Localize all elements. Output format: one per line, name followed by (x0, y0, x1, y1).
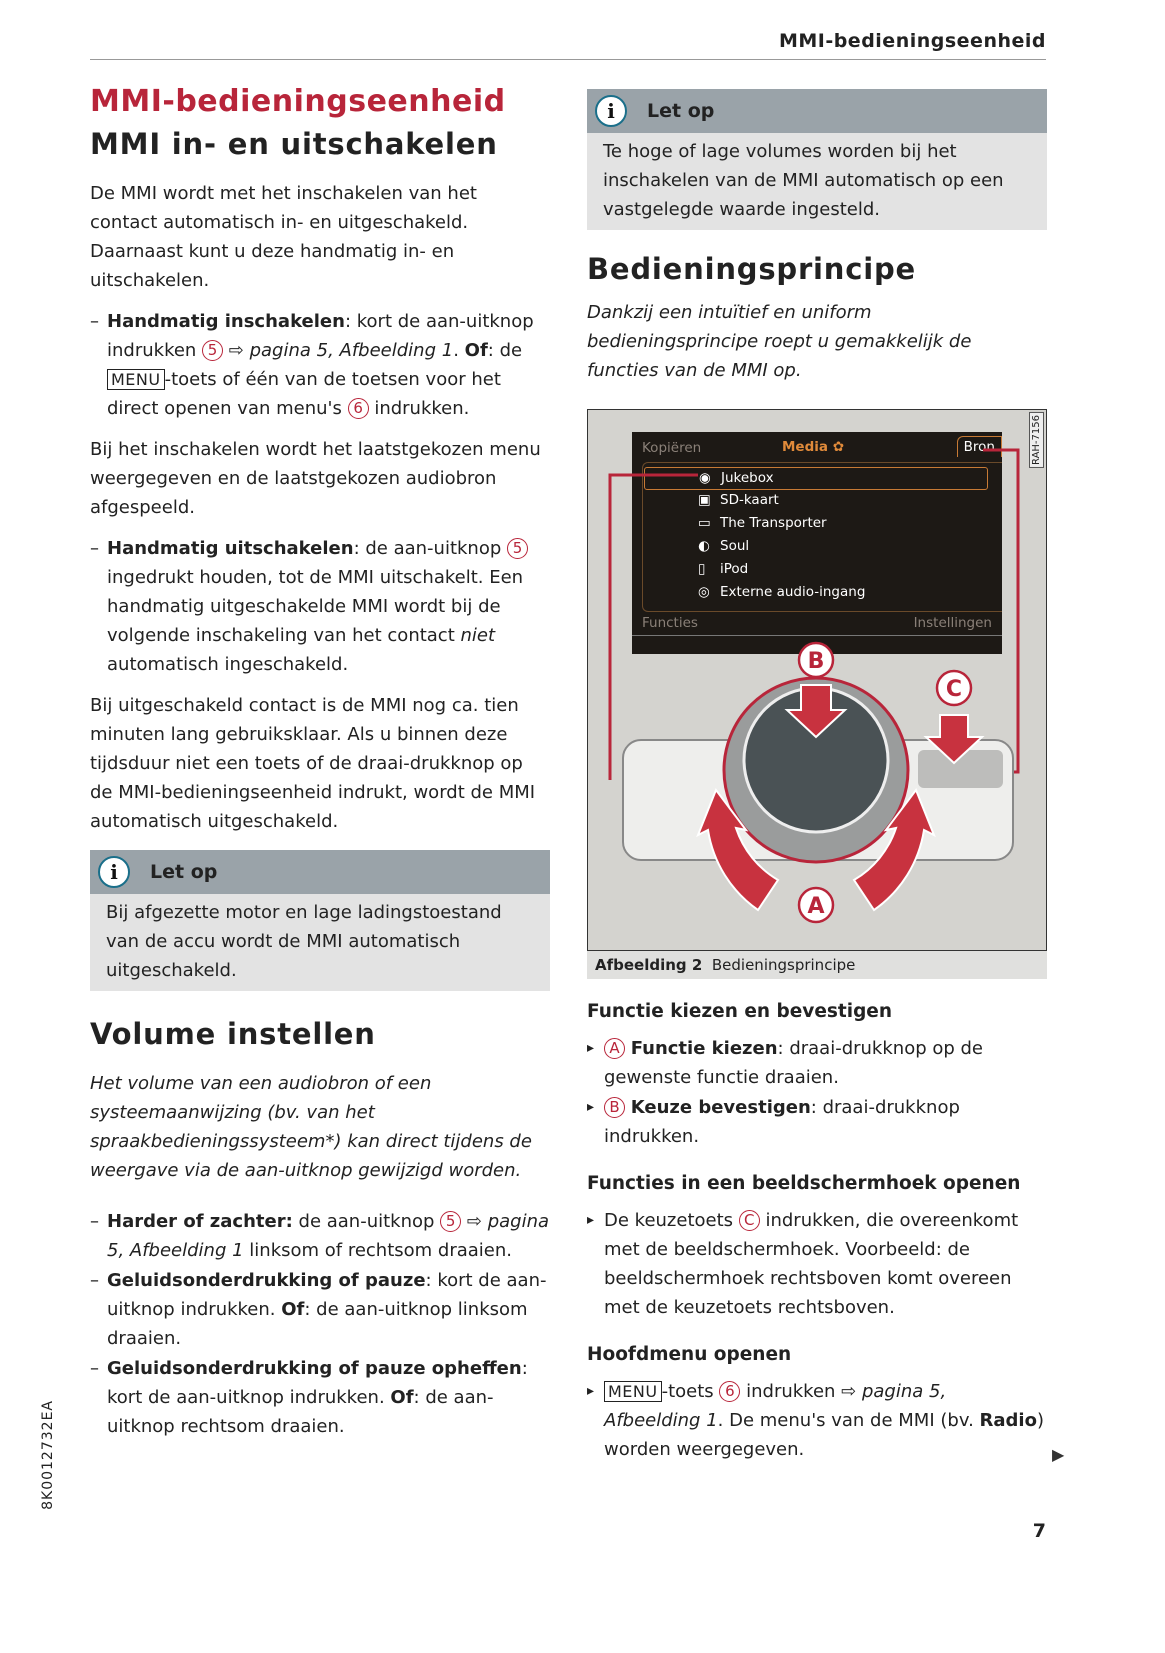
text-segment: : de (487, 340, 523, 361)
text-segment: Handmatig uitschakelen (107, 538, 354, 559)
list-item (587, 1034, 1047, 1092)
text-segment: niet (460, 625, 496, 646)
list-item (90, 307, 550, 423)
list-item (90, 534, 550, 679)
source-icon: ◉ (699, 470, 711, 486)
heading-function: Functie kiezen en bevestigen (587, 1001, 893, 1022)
text-segment: De keuzetoets (604, 1210, 739, 1231)
intro-paragraph (90, 1069, 550, 1185)
note-title: Let op (647, 100, 715, 122)
screen-menu-item: ▯ iPod (694, 559, 988, 582)
figure-code: RAH-7156 (1029, 412, 1044, 468)
text-segment: Functie kiezen (630, 1038, 778, 1059)
text-segment: ) worden weergegeven. (604, 1410, 1044, 1460)
label-a: A (807, 894, 825, 919)
text-segment: Harder of zachter: (107, 1211, 293, 1232)
callout-number: A (604, 1038, 625, 1059)
figure-caption: Afbeelding 2 Bedieningsprincipe (587, 951, 1047, 979)
note-title: Let op (150, 861, 218, 883)
source-icon: ▣ (698, 492, 711, 508)
callout-number: 5 (440, 1211, 461, 1232)
text-segment: ⇨ pagina 5, Afbeelding 1 (604, 1381, 947, 1431)
text-segment: indrukken, die overeenkomt met de beeldschermhoek. Voorbeeld: de beeldschermhoek rechtsboven komt overeen met de keuzetoets rechtsboven. (604, 1210, 1019, 1318)
callout-number: 5 (507, 538, 528, 559)
info-icon: i (98, 856, 130, 888)
text-segment: -toets of één van de toetsen voor het direct openen van menu's (107, 369, 501, 419)
page-number: 7 (1032, 1520, 1046, 1542)
text-segment: ⇨ pagina 5, Afbeelding 1 (223, 340, 454, 361)
text-segment: : de aan-uitknop linksom draaien. (107, 1299, 528, 1349)
text-segment: Handmatig inschakelen (107, 311, 345, 332)
text-segment: Of (281, 1299, 305, 1320)
label-b: B (807, 649, 825, 674)
source-icon: ▭ (698, 515, 711, 531)
text-segment: : de aan-uitknop rechtsom draaien. (107, 1387, 494, 1437)
heading-principle: Bedieningsprincipe (587, 252, 916, 286)
right-column (587, 89, 1047, 1465)
paragraph (90, 179, 550, 295)
text-segment: Het volume van een audiobron of een systeemaanwijzing (bv. van het spraakbedieningssysteem*) kan direct tijdens de weergave via de aan-uitknop gewijzigd worden. (90, 1073, 532, 1181)
text-segment: de aan-uitknop (292, 1211, 441, 1232)
list-item (587, 1206, 1047, 1322)
text-segment: Radio (979, 1410, 1037, 1431)
text-segment: Dankzij een intuïtief en uniform bedieningsprincipe roept u gemakkelijk de functies van de MMI op. (587, 302, 972, 381)
text-segment: ingedrukt houden, tot de MMI uitschakelt. Een handmatig uitgeschakelde MMI wordt bij de volgende inschakeling van het contact (107, 567, 524, 646)
list-item (587, 1377, 1047, 1464)
text-segment: indrukken (740, 1381, 842, 1402)
info-icon: i (595, 95, 627, 127)
text-segment: : draai-drukknop op de gewenste functie draaien. (604, 1038, 984, 1088)
screen-menu-item: ◉ Jukebox (644, 467, 988, 490)
note-text: Bij afgezette motor en lage ladingstoestand van de accu wordt de MMI automatisch uitgeschakeld. (106, 902, 502, 981)
list-item (90, 1266, 550, 1353)
left-column (90, 84, 550, 1442)
text-segment: Keuze bevestigen (630, 1097, 811, 1118)
menu-key-label: MENU (604, 1381, 662, 1402)
section-title: MMI-bedieningseenheid (90, 84, 506, 119)
media-icon: ✿ (832, 439, 845, 455)
callout-number: 5 (202, 340, 223, 361)
screen-label-left: Kopiëren (642, 440, 702, 456)
text-segment: : kort de aan-uitknop indrukken. (107, 1358, 528, 1408)
text-segment: linksom of rechtsom draaien. (243, 1240, 513, 1261)
callout-number: B (604, 1097, 625, 1118)
heading-main-menu: Hoofdmenu openen (587, 1344, 792, 1365)
paragraph (90, 691, 550, 836)
text-segment: Geluidsonderdrukking of pauze (107, 1270, 426, 1291)
list-item (587, 1093, 1047, 1151)
list-item (90, 1354, 550, 1441)
source-icon: ◐ (698, 538, 710, 554)
text-segment: : kort de aan-uitknop indrukken (107, 311, 534, 361)
source-icon: ▯ (698, 561, 706, 577)
callout-number: 6 (719, 1381, 740, 1402)
text-segment: Bij uitgeschakeld contact is de MMI nog ca. tien minuten lang gebruiksklaar. Als u binnen deze tijdsduur niet een toets of de draai-drukknop op de MMI-bedieningseenheid indrukt, wordt de MMI automatisch uitgeschakeld. (90, 695, 536, 832)
screen-label-bottom-right: Instellingen (913, 615, 992, 631)
text-segment: : kort de aan-uitknop indrukken. (107, 1270, 547, 1320)
callout-number: 6 (348, 398, 369, 419)
note-box (90, 850, 550, 991)
callout-number: C (739, 1210, 760, 1231)
next-page-arrow-icon: ▶ (1052, 1445, 1065, 1464)
list-item (90, 1207, 550, 1265)
text-segment: indrukken. (368, 398, 470, 419)
heading-on-off: MMI in- en uitschakelen (90, 127, 498, 161)
figure-operating-principle (587, 409, 1047, 979)
text-segment: ⇨ pagina 5, Afbeelding 1 (107, 1211, 550, 1261)
screen-menu-item: ◐ Soul (694, 536, 988, 559)
text-segment: automatisch ingeschakeld. (107, 654, 349, 675)
heading-corner: Functies in een beeldschermhoek openen (587, 1173, 1021, 1194)
intro-paragraph (587, 298, 1047, 385)
text-segment: . (453, 340, 465, 361)
label-c: C (945, 677, 963, 702)
controller-illustration (588, 410, 1048, 952)
text-segment: : draai-drukknop indrukken. (604, 1097, 960, 1147)
text-segment: Geluidsonderdrukking of pauze opheffen (107, 1358, 522, 1379)
screen-title: Media ✿ (782, 439, 845, 455)
text-segment: Of (390, 1387, 414, 1408)
document-code: 8K0012732EA (40, 1400, 56, 1510)
heading-volume: Volume instellen (90, 1017, 376, 1051)
text-segment: . De menu's van de MMI (bv. (717, 1410, 980, 1431)
source-icon: ◎ (698, 584, 710, 600)
text-segment: -toets (661, 1381, 720, 1402)
screen-label-right: Bron (957, 436, 1002, 457)
text-segment: : de aan-uitknop (353, 538, 507, 559)
screen-label-bottom-left: Functies (642, 615, 698, 631)
running-header: MMI-bedieningseenheid (90, 30, 1046, 60)
menu-key-label: MENU (107, 369, 165, 390)
note-box (587, 89, 1047, 230)
text-segment: Of (464, 340, 488, 361)
screen-menu-item: ▭ The Transporter (694, 513, 988, 536)
text-segment: De MMI wordt met het inschakelen van het contact automatisch in- en uitgeschakeld. Daarnaast kunt u deze handmatig in- en uitschakelen. (90, 183, 477, 291)
screen-menu-item: ◎ Externe audio-ingang (694, 582, 988, 605)
screen-menu-item: ▣ SD-kaart (694, 490, 988, 513)
paragraph (90, 435, 550, 522)
figure-illustration (587, 409, 1047, 951)
note-text: Te hoge of lage volumes worden bij het inschakelen van de MMI automatisch op een vastgelegde waarde ingesteld. (603, 141, 1004, 220)
text-segment: Bij het inschakelen wordt het laatstgekozen menu weergegeven en de laatstgekozen audiobron afgespeeld. (90, 439, 541, 518)
